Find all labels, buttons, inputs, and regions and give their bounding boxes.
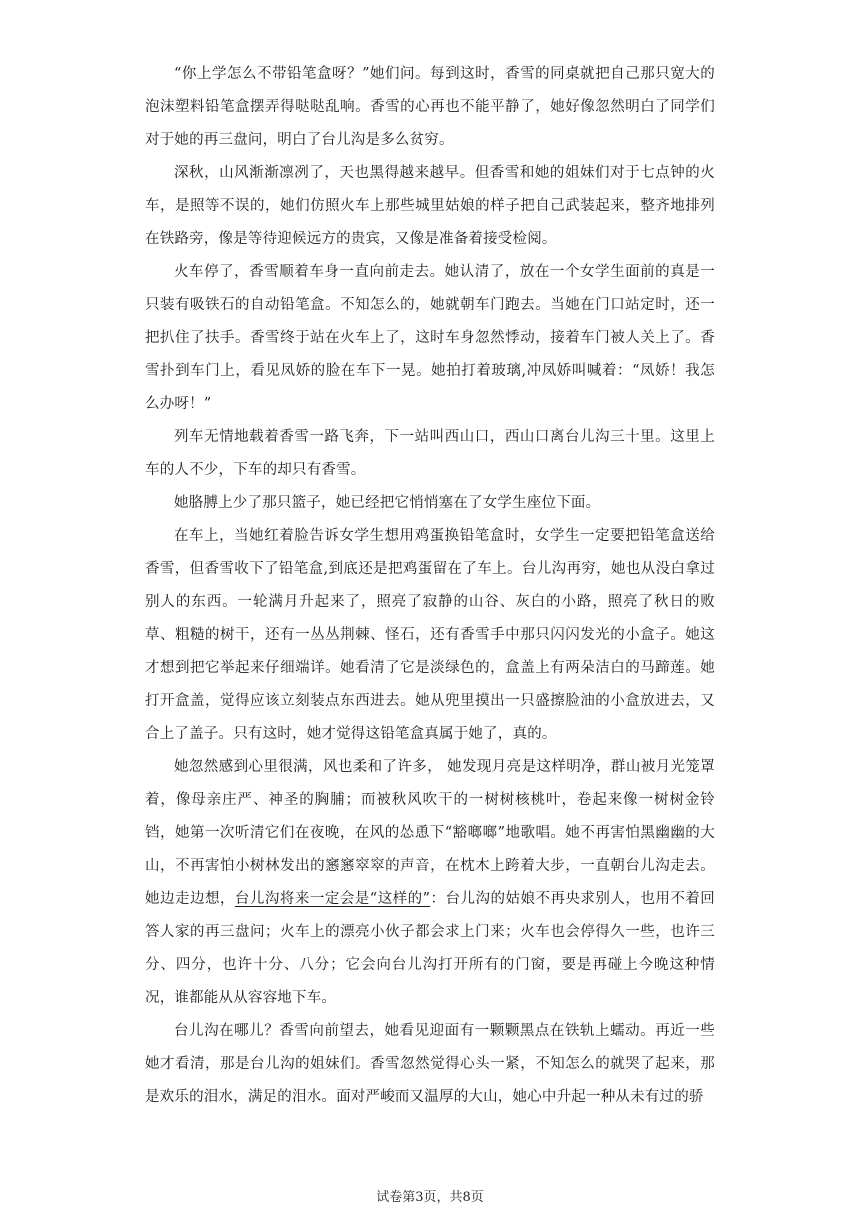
document-body xyxy=(145,58,715,1114)
paragraph-6: 在车上，当她红着脸告诉女学生想用鸡蛋换铅笔盒时，女学生一定要把铅笔盒送给香雪，但香雪收下了铅笔盒,到底还是把鸡蛋留在了车上。台儿沟再穷，她也从没白拿过别人的东西。一轮满月升起来了，照亮了寂静的山谷、灰白的小路，照亮了秋日的败草、粗糙的树干，还有一丛丛荆棘、怪石，还有香雪手中那只闪闪发光的小盒子。她这才想到把它举起来仔细端详。她看清了它是淡绿色的，盒盖上有两朵洁白的马蹄莲。她打开盒盖，觉得应该立刻装点东西进去。她从兜里摸出一只盛擦脸油的小盒放进去，又合上了盖子。只有这时，她才觉得这铅笔盒真属于她了，真的。 xyxy=(145,528,715,742)
paragraph-7 xyxy=(145,751,715,1015)
paragraph-7-text-before: 她忽然感到心里很满，风也柔和了许多， 她发现月亮是这样明净，群山被月光笼罩着，像母亲庄严、神圣的胸脯；而被秋风吹干的一树树核桃叶，卷起来像一树树金铃铛，她第一次听清它们在夜晚，在风的怂恿下“豁啷啷”地歌唱。她不再害怕黑幽幽的大山，不再害怕小树林发出的窸窸窣窣的声音，在枕木上跨着大步，一直朝台儿沟走去。她边走边想， xyxy=(145,759,715,907)
paragraph-5: 她胳膊上少了那只篮子，她已经把它悄悄塞在了女学生座位下面。 xyxy=(174,495,601,511)
paragraph-7-text-after: ：台儿沟的姑娘不再央求别人，也用不着回答人家的再三盘问；火车上的漂亮小伙子都会求上门来；火车也会停得久一些，也许三分、四分，也许十分、八分；它会向台儿沟打开所有的门窗，要是再碰上今晚这种情况，谁都能从从容容地下车。 xyxy=(145,891,715,1006)
paragraph-2: 深秋，山风渐渐凛冽了，天也黑得越来越早。但香雪和她的姐妹们对于七点钟的火车，是照等不误的，她们仿照火车上那些城里姑娘的样子把自己武装起来，整齐地排列在铁路旁，像是等待迎候远方的贵宾，又像是准备着接受检阅。 xyxy=(145,165,715,247)
underlined-phrase: 台儿沟将来一定会是“这样的” xyxy=(234,891,431,907)
paragraph-1: “你上学怎么不带铅笔盒呀？”她们问。每到这时，香雪的同桌就把自己那只宽大的泡沫塑料铅笔盒摆弄得哒哒乱响。香雪的心再也不能平静了，她好像忽然明白了同学们对于她的再三盘问，明白了台儿沟是多么贫穷。 xyxy=(145,66,715,148)
page-footer: 试卷第3页，共8页 xyxy=(376,1190,484,1205)
paragraph-8: 台儿沟在哪儿？香雪向前望去，她看见迎面有一颗颗黑点在铁轨上蠕动。再近一些她才看清，那是台儿沟的姐妹们。香雪忽然觉得心头一紧，不知怎么的就哭了起来，那是欢乐的泪水，满足的泪水。面对严峻而又温厚的大山，她心中升起一种从未有过的骄 xyxy=(145,1023,715,1105)
paragraph-4: 列车无情地载着香雪一路飞奔，下一站叫西山口，西山口离台儿沟三十里。这里上车的人不少，下车的却只有香雪。 xyxy=(145,429,715,478)
paragraph-3: 火车停了，香雪顺着车身一直向前走去。她认清了，放在一个女学生面前的真是一只装有吸铁石的自动铅笔盒。不知怎么的，她就朝车门跑去。当她在门口站定时，还一把扒住了扶手。香雪终于站在火车上了，这时车身忽然悸动，接着车门被人关上了。香雪扑到车门上，看见凤娇的脸在车下一晃。她拍打着玻璃,冲凤娇叫喊着：“凤娇！我怎么办呀！” xyxy=(145,264,715,412)
